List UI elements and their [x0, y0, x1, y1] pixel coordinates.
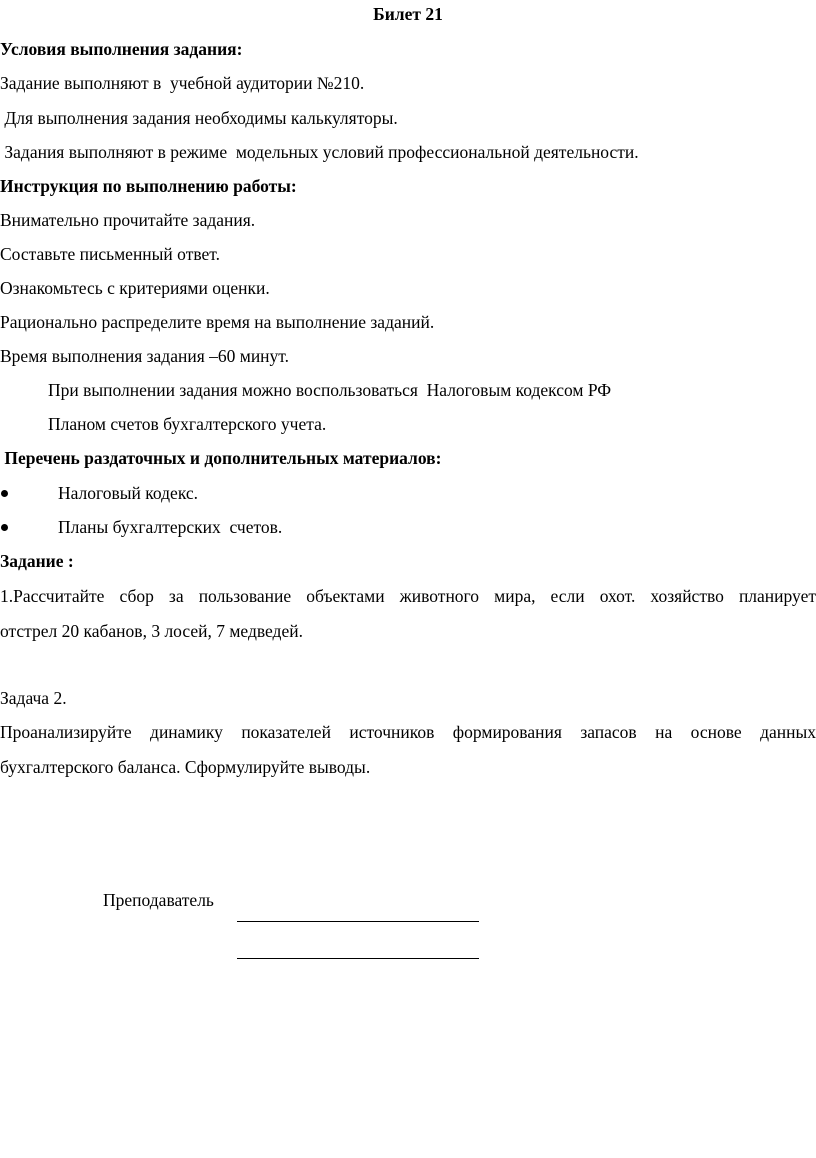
- instructions-line-4: Рационально распределите время на выполнение заданий.: [0, 312, 435, 332]
- instructions-line-3: Ознакомьтесь с критериями оценки.: [0, 278, 270, 298]
- conditions-heading: Условия выполнения задания:: [0, 39, 243, 59]
- instructions-heading: Инструкция по выполнению работы:: [0, 176, 297, 196]
- bullet-icon: [1, 524, 8, 531]
- task1-line-2: отстрел 20 кабанов, 3 лосей, 7 медведей.: [0, 621, 303, 641]
- conditions-line-1: Задание выполняют в учебной аудитории №210.: [0, 73, 365, 93]
- instructions-line-5: Время выполнения задания –60 минут.: [0, 346, 290, 366]
- list-item-text: Планы бухгалтерских счетов.: [58, 517, 283, 537]
- task-heading: Задание :: [0, 551, 74, 571]
- task2-title: Задача 2.: [0, 688, 67, 708]
- signature-label: Преподаватель: [103, 890, 214, 910]
- list-item-text: Налоговый кодекс.: [58, 483, 199, 503]
- signature-line-1: [237, 921, 479, 922]
- bullet-icon: [1, 490, 8, 497]
- materials-heading: Перечень раздаточных и дополнительных материалов:: [0, 448, 442, 468]
- instructions-indented-2: Планом счетов бухгалтерского учета.: [48, 414, 327, 434]
- ticket-title: Билет 21: [373, 4, 443, 24]
- signature-line-2: [237, 958, 479, 959]
- task2-line-1: Проанализируйте динамику показателей источников формирования запасов на основе данных: [0, 722, 816, 742]
- conditions-line-3: Задания выполняют в режиме модельных условий профессиональной деятельности.: [0, 142, 639, 162]
- task2-line-2: бухгалтерского баланса. Сформулируйте выводы.: [0, 757, 371, 777]
- conditions-line-2: Для выполнения задания необходимы калькуляторы.: [0, 108, 398, 128]
- instructions-line-2: Составьте письменный ответ.: [0, 244, 220, 264]
- instructions-indented-1: При выполнении задания можно воспользоваться Налоговым кодексом РФ: [48, 380, 612, 400]
- task1-line-1: 1.Рассчитайте сбор за пользование объектами животного мира, если охот. хозяйство планирует: [0, 586, 816, 606]
- instructions-line-1: Внимательно прочитайте задания.: [0, 210, 256, 230]
